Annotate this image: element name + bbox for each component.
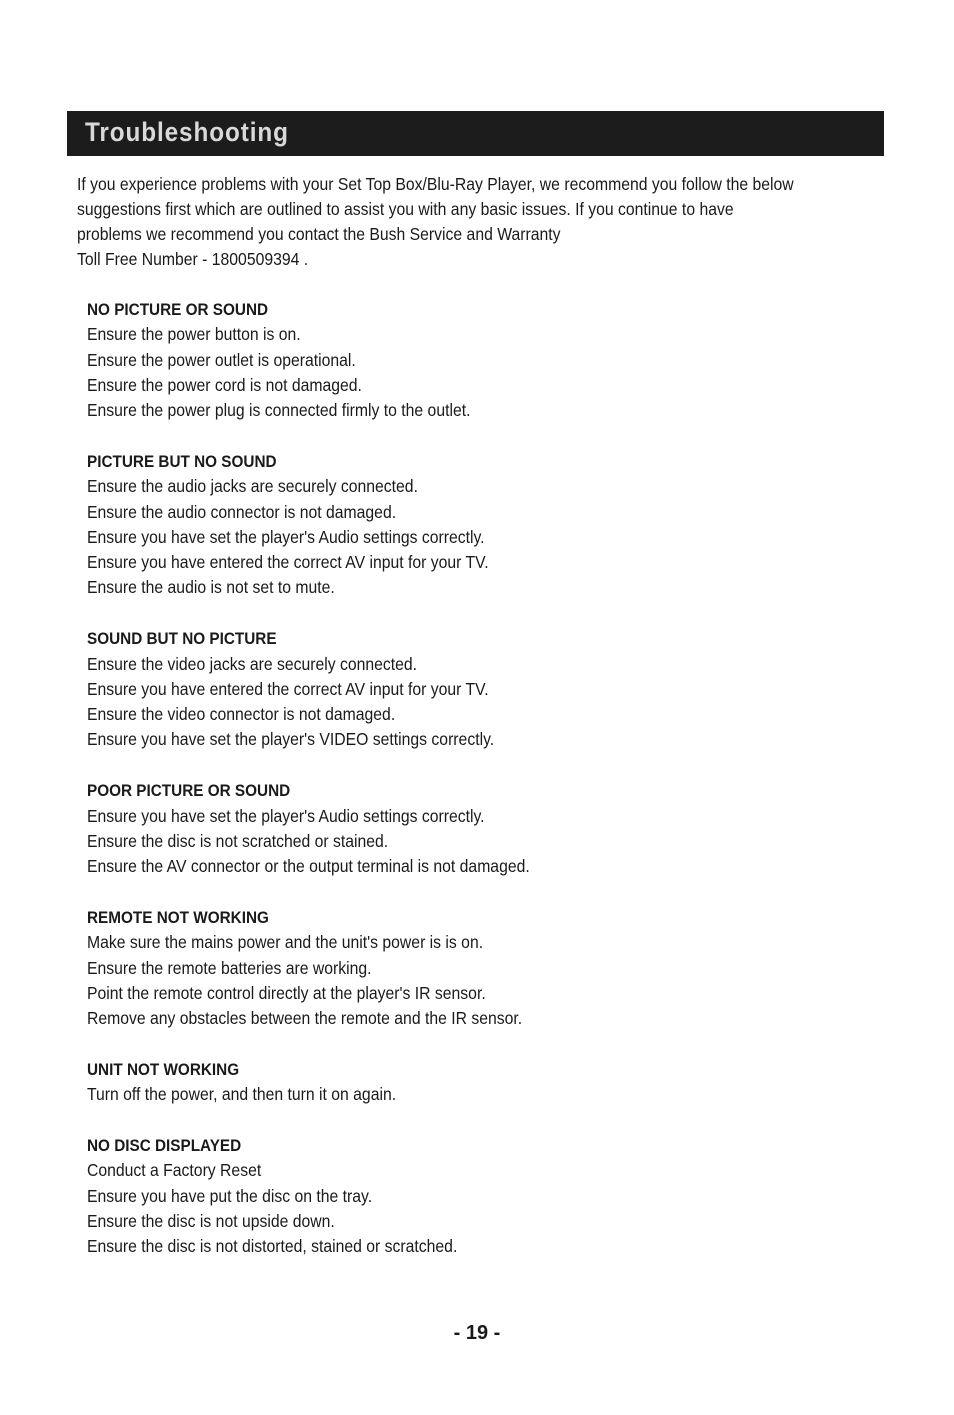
section-line: Ensure the audio connector is not damaged. <box>87 501 397 522</box>
page-number: - 19 - <box>453 1322 501 1344</box>
section-line: Ensure you have put the disc on the tray. <box>87 1185 373 1206</box>
intro-line: Toll Free Number - 1800509394 . <box>77 249 309 269</box>
section-sound-but-no-picture <box>87 626 907 752</box>
troubleshooting-sections <box>87 297 907 1285</box>
section-unit-not-working <box>87 1057 907 1108</box>
section-heading: SOUND BUT NO PICTURE <box>87 629 277 649</box>
section-heading: PICTURE BUT NO SOUND <box>87 451 277 471</box>
section-line: Ensure you have set the player's VIDEO settings correctly. <box>87 729 495 750</box>
title-bar <box>67 111 884 156</box>
section-line: Ensure you have entered the correct AV input for your TV. <box>87 552 489 573</box>
intro-line: suggestions first which are outlined to assist you with any basic issues. If you continue to have <box>77 199 734 219</box>
section-no-disc-displayed <box>87 1133 907 1259</box>
section-heading: POOR PICTURE OR SOUND <box>87 781 291 801</box>
section-line: Ensure the audio jacks are securely connected. <box>87 476 418 497</box>
section-heading: NO DISC DISPLAYED <box>87 1136 242 1156</box>
section-line: Ensure you have set the player's Audio settings correctly. <box>87 526 485 547</box>
page-title: Troubleshooting <box>85 117 289 147</box>
section-heading: UNIT NOT WORKING <box>87 1059 240 1079</box>
section-line: Turn off the power, and then turn it on again. <box>87 1084 397 1105</box>
section-remote-not-working <box>87 905 907 1031</box>
section-heading: NO PICTURE OR SOUND <box>87 300 269 319</box>
section-line: Ensure the video connector is not damaged. <box>87 704 396 725</box>
section-line: Conduct a Factory Reset <box>87 1160 262 1181</box>
section-heading: REMOTE NOT WORKING <box>87 907 269 927</box>
section-line: Ensure the remote batteries are working. <box>87 957 372 978</box>
section-line: Ensure the disc is not upside down. <box>87 1210 335 1231</box>
section-line: Ensure the disc is not distorted, stained or scratched. <box>87 1236 458 1257</box>
section-line: Ensure the power plug is connected firmly to the outlet. <box>87 400 471 421</box>
section-poor-picture-or-sound <box>87 778 907 879</box>
intro-line: If you experience problems with your Set Top Box/Blu-Ray Player, we recommend you follow the below <box>77 174 794 194</box>
section-line: Make sure the mains power and the unit's power is is on. <box>87 932 484 953</box>
section-line: Ensure the video jacks are securely connected. <box>87 653 418 674</box>
section-line: Ensure you have entered the correct AV input for your TV. <box>87 678 489 699</box>
section-line: Point the remote control directly at the player's IR sensor. <box>87 982 486 1003</box>
section-line: Ensure the power button is on. <box>87 324 301 345</box>
section-line: Remove any obstacles between the remote and the IR sensor. <box>87 1008 523 1029</box>
section-line: Ensure you have set the player's Audio settings correctly. <box>87 805 485 826</box>
section-line: Ensure the disc is not scratched or stained. <box>87 830 389 851</box>
section-line: Ensure the power outlet is operational. <box>87 349 356 370</box>
section-no-picture-or-sound <box>87 297 907 423</box>
intro-line: problems we recommend you contact the Bush Service and Warranty <box>77 224 561 244</box>
section-line: Ensure the AV connector or the output terminal is not damaged. <box>87 856 530 877</box>
section-line: Ensure the power cord is not damaged. <box>87 374 362 395</box>
section-picture-but-no-sound <box>87 449 907 601</box>
intro-paragraph <box>77 172 947 272</box>
section-line: Ensure the audio is not set to mute. <box>87 577 335 598</box>
